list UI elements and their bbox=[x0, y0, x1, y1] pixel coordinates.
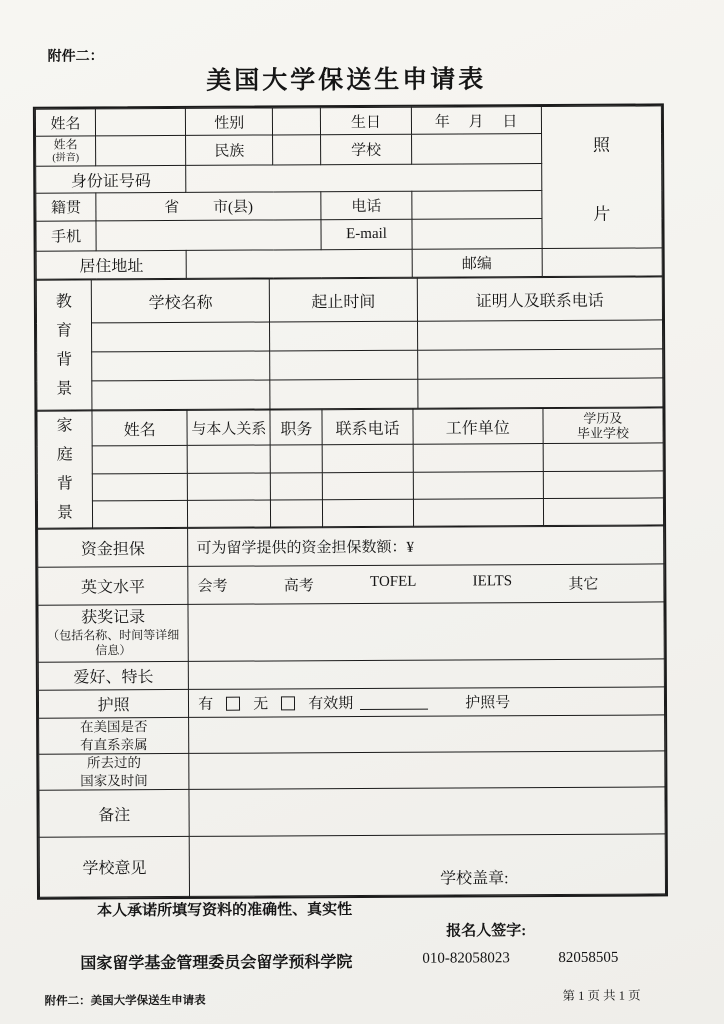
education-school-cell bbox=[92, 322, 270, 352]
family-name-cell bbox=[92, 473, 187, 501]
relatives-field-cell bbox=[189, 715, 665, 754]
family-header-phone: 联系电话 bbox=[322, 409, 412, 445]
pledge-statement: 本人承诺所填写资料的准确性、真实性 bbox=[97, 902, 353, 920]
family-degree-cell bbox=[543, 443, 663, 471]
english-option-other: 其它 bbox=[568, 576, 599, 593]
ethnicity-field-cell bbox=[273, 135, 321, 165]
relatives-label bbox=[39, 717, 189, 754]
education-header-row bbox=[36, 277, 662, 323]
education-reference-cell bbox=[417, 320, 663, 350]
gender-label: 性别 bbox=[186, 108, 273, 135]
family-header-row bbox=[37, 408, 663, 447]
education-header-period: 起止时间 bbox=[270, 278, 417, 322]
name-field-cell bbox=[95, 108, 185, 135]
school-label: 学校 bbox=[321, 134, 411, 164]
row-address-zip bbox=[36, 248, 662, 279]
misc-section-table bbox=[37, 525, 666, 897]
english-option-huikao: 会考 bbox=[197, 578, 228, 595]
contact-phone-1: 010-82058023 bbox=[422, 950, 510, 967]
school-opinion-label: 学校意见 bbox=[39, 837, 190, 898]
family-header-position: 职务 bbox=[270, 410, 322, 446]
funding-row bbox=[38, 526, 664, 567]
family-row bbox=[37, 470, 663, 500]
origin-field-cell: 省 市(县) bbox=[96, 192, 321, 221]
awards-label bbox=[38, 604, 189, 662]
hobbies-label: 爱好、特长 bbox=[38, 661, 188, 690]
mobile-field-cell bbox=[96, 220, 321, 251]
family-row bbox=[37, 443, 663, 473]
remarks-label: 备注 bbox=[39, 790, 189, 838]
funding-content: 可为留学提供的资金担保数额：¥ bbox=[188, 526, 664, 566]
zip-field-cell bbox=[542, 248, 662, 277]
contact-phone-2: 82058505 bbox=[558, 949, 619, 966]
relatives-label-line2: 有直系亲属 bbox=[80, 736, 148, 753]
family-position-cell bbox=[270, 445, 322, 472]
family-employer-cell bbox=[413, 471, 543, 499]
family-header-relation: 与本人关系 bbox=[187, 410, 270, 446]
family-degree-cell bbox=[543, 498, 663, 526]
english-level-row bbox=[38, 564, 664, 605]
phone-field-cell bbox=[411, 191, 541, 220]
hobbies-field-cell bbox=[189, 659, 665, 689]
family-relation-cell bbox=[188, 500, 271, 528]
awards-label-line2: （包括名称、时间等详细信息） bbox=[47, 627, 180, 658]
passport-validity-label: 有效期 bbox=[308, 696, 354, 713]
awards-field-cell bbox=[188, 602, 664, 661]
family-position-cell bbox=[271, 472, 323, 499]
education-period-cell bbox=[270, 321, 417, 351]
countries-label-line2: 国家及时间 bbox=[80, 772, 148, 789]
phone-label: 电话 bbox=[321, 191, 411, 219]
page-number-info: 第 1 页 共 1 页 bbox=[562, 988, 641, 1003]
remarks-row bbox=[39, 787, 665, 837]
passport-has-checkbox-icon bbox=[226, 696, 240, 710]
organization-name: 国家留学基金管理委员会留学预科学院 bbox=[80, 954, 353, 973]
english-option-gaokao: 高考 bbox=[283, 578, 314, 595]
countries-row bbox=[39, 751, 665, 790]
address-label: 居住地址 bbox=[36, 250, 186, 279]
email-label: E-mail bbox=[321, 219, 411, 249]
email-field-cell bbox=[412, 219, 542, 250]
photo-label-line1: 照 bbox=[592, 135, 611, 155]
attachment-note: 附件二： bbox=[47, 49, 104, 65]
zip-label: 邮编 bbox=[412, 249, 542, 278]
passport-label: 护照 bbox=[38, 689, 188, 718]
gender-field-cell bbox=[273, 108, 321, 135]
origin-label: 籍贯 bbox=[36, 193, 96, 221]
pinyin-label-line2: (拼音) bbox=[52, 152, 80, 164]
family-section-label bbox=[37, 411, 93, 528]
education-table bbox=[36, 276, 664, 410]
education-section-label bbox=[36, 280, 92, 410]
form-title: 美国大学保送生申请表 bbox=[206, 66, 487, 95]
education-school-cell bbox=[92, 351, 270, 381]
countries-label-line1: 所去过的 bbox=[86, 755, 141, 771]
family-degree-cell bbox=[543, 470, 663, 498]
countries-label bbox=[39, 754, 189, 791]
passport-number-label: 护照号 bbox=[465, 695, 511, 712]
school-field-cell bbox=[411, 134, 541, 165]
english-level-content bbox=[188, 564, 664, 604]
ethnicity-label: 民族 bbox=[186, 135, 273, 165]
application-form bbox=[33, 103, 668, 899]
passport-row bbox=[38, 687, 664, 718]
footer-attachment-line: 附件二：美国大学保送生申请表 bbox=[44, 994, 206, 1008]
pinyin-label-line1: 姓名 bbox=[53, 137, 78, 152]
family-phone-cell bbox=[323, 472, 413, 500]
education-row bbox=[37, 320, 663, 352]
education-header-school: 学校名称 bbox=[91, 279, 270, 323]
education-period-cell bbox=[270, 379, 417, 409]
countries-field-cell bbox=[189, 751, 665, 790]
awards-row bbox=[38, 602, 664, 662]
family-header-degree-line2: 毕业学校 bbox=[576, 425, 630, 442]
education-row bbox=[37, 378, 663, 410]
education-section-label-text: 教育背景 bbox=[55, 293, 73, 398]
passport-validity-blank-line bbox=[360, 695, 428, 709]
photo-label bbox=[545, 130, 659, 225]
passport-options bbox=[192, 690, 661, 713]
applicant-signature-label: 报名人签字: bbox=[446, 923, 527, 940]
id-number-label: 身份证号码 bbox=[36, 165, 186, 193]
family-employer-cell bbox=[413, 498, 543, 526]
family-header-employer: 工作单位 bbox=[413, 409, 543, 445]
family-phone-cell bbox=[323, 445, 413, 473]
family-row bbox=[37, 498, 663, 529]
family-section-label-text: 家庭背景 bbox=[56, 417, 74, 522]
family-header-degree bbox=[543, 408, 663, 444]
relatives-label-line1: 在美国是否 bbox=[79, 719, 148, 735]
family-phone-cell bbox=[323, 499, 413, 527]
funding-label: 资金担保 bbox=[38, 528, 188, 567]
name-label: 姓名 bbox=[35, 109, 95, 136]
education-header-reference: 证明人及联系电话 bbox=[417, 277, 663, 321]
family-name-cell bbox=[92, 446, 187, 474]
education-school-cell bbox=[92, 380, 270, 410]
id-number-field-cell bbox=[186, 164, 542, 193]
passport-content bbox=[189, 687, 665, 717]
pinyin-field-cell bbox=[96, 135, 186, 165]
school-seal-label: 学校盖章: bbox=[440, 870, 509, 888]
address-field-cell bbox=[186, 249, 411, 278]
passport-no-checkbox-icon bbox=[281, 696, 295, 710]
education-row bbox=[37, 349, 663, 381]
row-name-gender-birthday bbox=[35, 106, 661, 136]
english-level-label: 英文水平 bbox=[38, 566, 188, 605]
photo-label-line2: 片 bbox=[593, 204, 611, 224]
school-opinion-row bbox=[39, 834, 665, 897]
pinyin-name-label bbox=[36, 136, 96, 166]
personal-info-table bbox=[35, 105, 663, 279]
passport-no-label: 无 bbox=[253, 696, 269, 713]
family-position-cell bbox=[271, 499, 323, 527]
awards-label-line1: 获奖记录 bbox=[81, 609, 146, 627]
education-reference-cell bbox=[417, 378, 663, 408]
family-employer-cell bbox=[413, 444, 543, 472]
education-reference-cell bbox=[417, 349, 663, 379]
education-period-cell bbox=[270, 350, 417, 380]
passport-has-label: 有 bbox=[198, 696, 214, 713]
family-table bbox=[36, 407, 664, 528]
family-header-name: 姓名 bbox=[92, 410, 187, 446]
english-option-ielts: IELTS bbox=[472, 573, 513, 590]
remarks-field-cell bbox=[189, 787, 665, 836]
family-header-degree-line1: 学历及 bbox=[583, 410, 623, 426]
school-opinion-field-cell bbox=[189, 834, 665, 896]
english-option-tofel: TOFEL bbox=[369, 573, 417, 590]
family-relation-cell bbox=[188, 472, 271, 500]
hobbies-row bbox=[38, 659, 664, 690]
birthday-format: 年 月 日 bbox=[411, 107, 541, 135]
photo-box bbox=[541, 106, 662, 249]
relatives-row bbox=[39, 715, 665, 754]
mobile-label: 手机 bbox=[36, 221, 96, 251]
family-relation-cell bbox=[187, 445, 270, 473]
family-name-cell bbox=[93, 500, 188, 528]
birthday-label: 生日 bbox=[321, 107, 411, 134]
english-level-options bbox=[192, 572, 661, 595]
